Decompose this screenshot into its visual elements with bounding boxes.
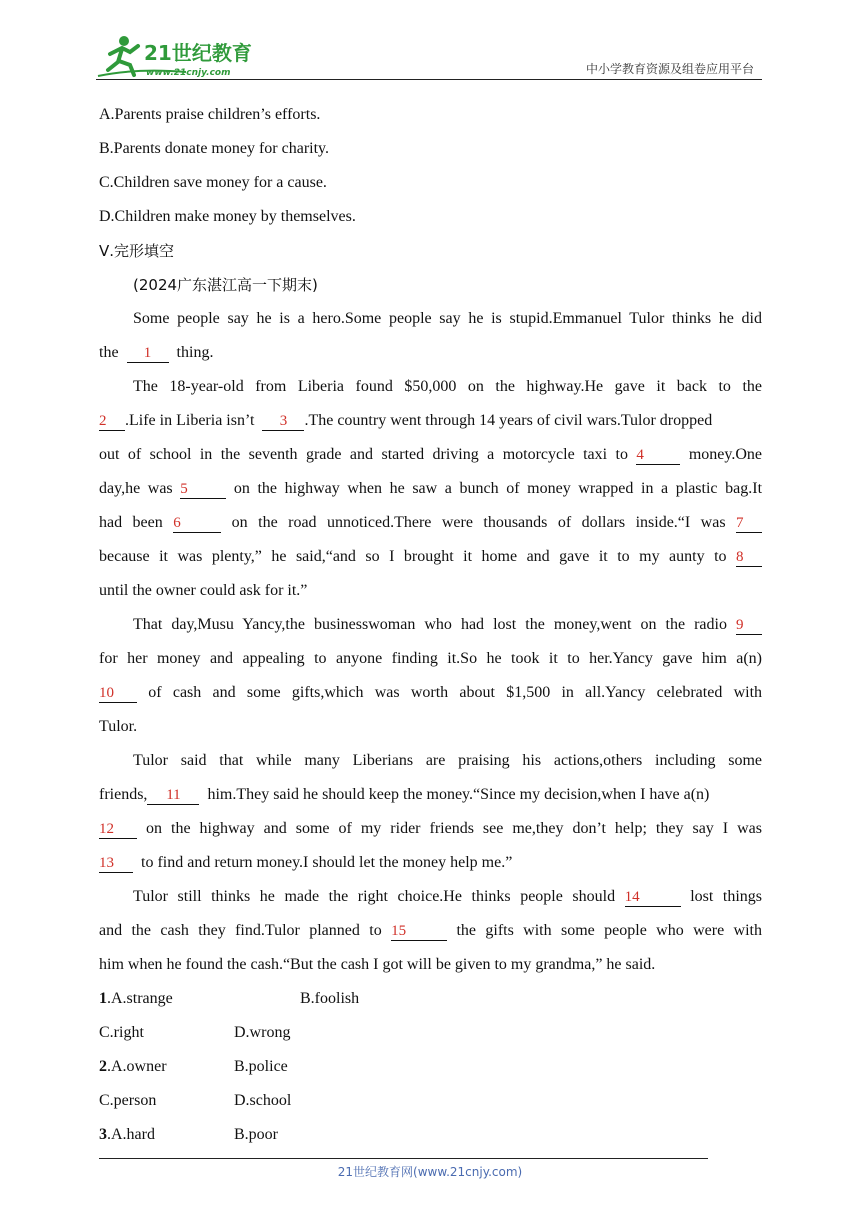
blank-9[interactable]: 9 xyxy=(736,616,762,635)
choice-c[interactable]: C.right xyxy=(99,1024,144,1041)
footer-text[interactable]: 21世纪教育网(www.21cnjy.com) xyxy=(337,1165,523,1179)
section-title: Ⅴ.完形填空 xyxy=(99,242,175,260)
blank-4[interactable]: 4 xyxy=(636,446,680,465)
blank-6[interactable]: 6 xyxy=(173,514,221,533)
passage-line: 10 of cash and some gifts,which was worth about $1,500 in all.Yancy celebrated with xyxy=(99,684,763,701)
section-source: (2024广东湛江高一下期末) xyxy=(133,276,318,294)
passage-line: and the cash they find.Tulor planned to 15 the gifts with some people who were with xyxy=(99,922,762,939)
page-header xyxy=(0,0,860,90)
option-b: B.Parents donate money for charity. xyxy=(99,140,330,157)
choice-a[interactable]: .A.strange xyxy=(107,990,173,1007)
passage-line: friends, 11 him.They said he should keep the money.“Since my decision,when I have a(n) xyxy=(99,786,710,803)
choice-a[interactable]: .A.owner xyxy=(107,1058,167,1075)
passage-line: Tulor said that while many Liberians are praising his actions,others including some xyxy=(133,752,762,769)
footer-divider xyxy=(99,1158,708,1159)
blank-8[interactable]: 8 xyxy=(736,548,762,567)
logo xyxy=(96,32,266,80)
question-2-row-1 xyxy=(99,1050,762,1084)
blank-10[interactable]: 10 xyxy=(99,684,137,703)
question-number: 1 xyxy=(99,990,107,1007)
passage-line: 2 .Life in Liberia isn’t 3 .The country went through 14 years of civil wars.Tulor dropped xyxy=(99,412,713,429)
header-divider xyxy=(96,79,762,80)
blank-2[interactable]: 2 xyxy=(99,412,125,431)
passage-line: The 18-year-old from Liberia found $50,000 on the highway.He gave it back to the xyxy=(133,378,762,395)
passage-line: day,he was 5 on the highway when he saw a bunch of money wrapped in a plastic bag.It xyxy=(99,480,763,497)
passage-line: had been 6 on the road unnoticed.There were thousands of dollars inside.“I was 7 xyxy=(99,506,762,540)
blank-13[interactable]: 13 xyxy=(99,854,133,873)
choice-d[interactable]: D.school xyxy=(234,1092,292,1109)
logo-url: www.21cnjy.com xyxy=(146,68,231,78)
passage-line: because it was plenty,” he said,“and so I brought it home and gave it to my aunty to 8 xyxy=(99,540,762,574)
choice-b[interactable]: B.police xyxy=(234,1058,288,1075)
passage-line: the 1 thing. xyxy=(99,344,214,361)
question-number: 3 xyxy=(99,1126,107,1143)
header-platform-name: 中小学教育资源及组卷应用平台 xyxy=(585,62,754,76)
option-d: D.Children make money by themselves. xyxy=(99,208,356,225)
choice-c[interactable]: C.person xyxy=(99,1092,157,1109)
blank-7[interactable]: 7 xyxy=(736,514,762,533)
passage-line: him when he found the cash.“But the cash I got will be given to my grandma,” he said. xyxy=(99,956,656,973)
passage-line: 13 to find and return money.I should let the money help me.” xyxy=(99,854,513,871)
blank-14[interactable]: 14 xyxy=(625,888,681,907)
option-c: C.Children save money for a cause. xyxy=(99,174,327,191)
question-1-row-1 xyxy=(99,982,762,1016)
page-content xyxy=(99,98,762,1152)
question-2-row-2 xyxy=(99,1084,762,1118)
passage-line: 12 on the highway and some of my rider friends see me,they don’t help; they say I was xyxy=(99,820,763,837)
passage-line: for her money and appealing to anyone finding it.So he took it to her.Yancy gave him a(n) xyxy=(99,650,762,667)
blank-3[interactable]: 3 xyxy=(262,412,304,431)
logo-text: 21世纪教育 xyxy=(144,41,252,65)
passage-line: Tulor. xyxy=(99,718,138,735)
choice-a[interactable]: .A.hard xyxy=(107,1126,155,1143)
choice-d[interactable]: D.wrong xyxy=(234,1024,291,1041)
blank-12[interactable]: 12 xyxy=(99,820,137,839)
option-a: A.Parents praise children’s efforts. xyxy=(99,106,321,123)
blank-5[interactable]: 5 xyxy=(180,480,226,499)
question-3-row-1 xyxy=(99,1118,762,1152)
blank-15[interactable]: 15 xyxy=(391,922,447,941)
passage-line: Tulor still thinks he made the right choice.He thinks people should 14 lost things xyxy=(133,888,763,905)
question-number: 2 xyxy=(99,1058,107,1075)
question-1-row-2 xyxy=(99,1016,762,1050)
passage-line: out of school in the seventh grade and started driving a motorcycle taxi to 4 money.One xyxy=(99,446,763,463)
passage-line: Some people say he is a hero.Some people say he is stupid.Emmanuel Tulor thinks he did xyxy=(133,310,762,327)
passage-line: That day,Musu Yancy,the businesswoman who had lost the money,went on the radio 9 xyxy=(99,608,762,642)
choice-b[interactable]: B.poor xyxy=(234,1126,278,1143)
choice-b[interactable]: B.foolish xyxy=(300,990,360,1007)
passage-line: until the owner could ask for it.” xyxy=(99,582,308,599)
blank-11[interactable]: 11 xyxy=(147,786,199,805)
blank-1[interactable]: 1 xyxy=(127,344,169,363)
